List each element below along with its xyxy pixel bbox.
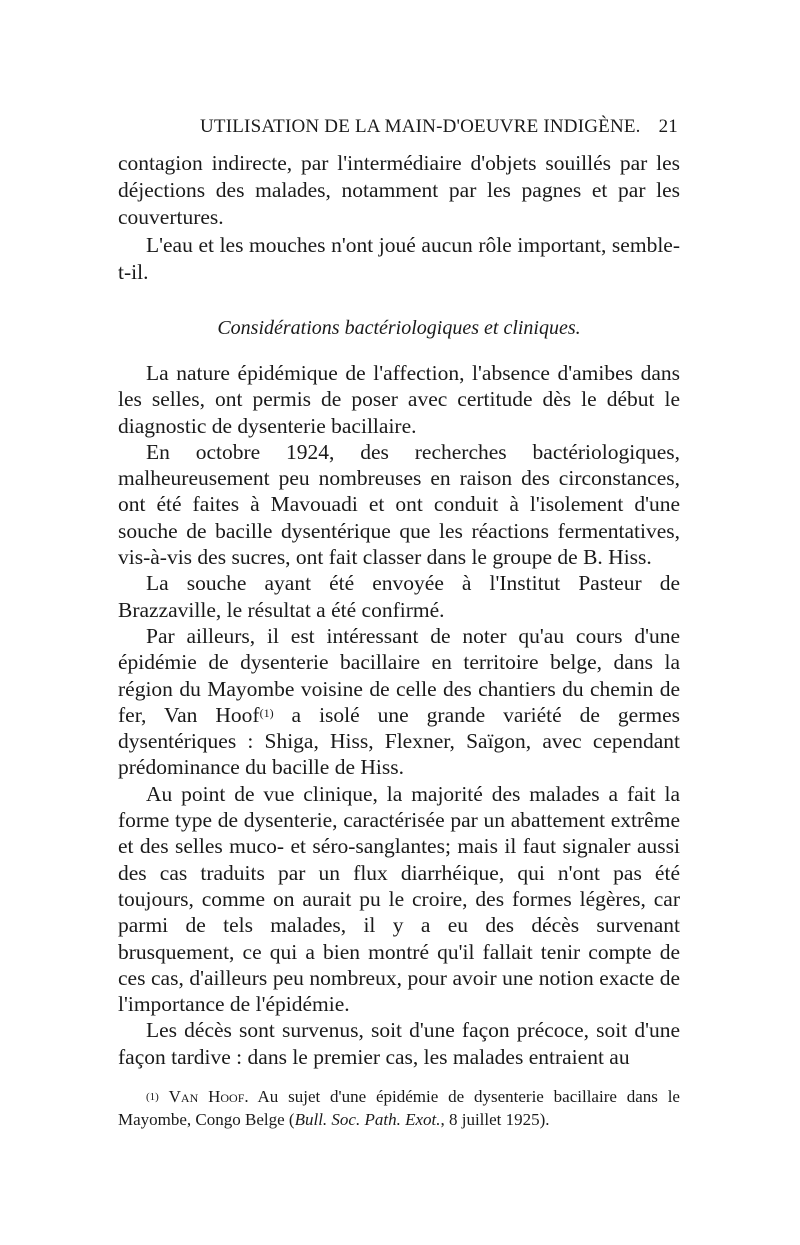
footnote-title: Au sujet d'une épidémie de dysenterie bacillaire dans le Mayombe, Congo Belge ( xyxy=(118,1087,680,1129)
section-heading: Considérations bactériologiques et cliniques. xyxy=(217,317,581,339)
paragraph-van-hoof-start: Par ailleurs, il est intéressant de noter qu'au cours d'une épidémie de dysenterie bacillaire en territoire belge, dans la région du Mayombe voisine de celle des chantiers du chemin de fer, Van Hoof xyxy=(118,623,680,727)
paragraph-institut-pasteur: La souche ayant été envoyée à l'Institut Pasteur de Brazzaville, le résultat a été confirmé. xyxy=(118,571,680,622)
paragraph-deces: Les décès sont survenus, soit d'une façon précoce, soit d'une façon tardive : dans le premier cas, les malades entraient au xyxy=(118,1018,680,1069)
running-header xyxy=(118,116,680,144)
footnote-mark: (1) xyxy=(146,1091,159,1103)
footnote xyxy=(118,1085,680,1131)
intro-paragraph-continued: contagion indirecte, par l'intermédiaire d'objets souillés par les déjections des malades, notamment par les pagnes et par les couvertures. xyxy=(118,151,680,230)
paragraph-point-de-vue-clinique: Au point de vue clinique, la majorité des malades a fait la forme type de dysenterie, caractérisée par un abattement extrême et des selles muco- et séro-sanglantes; mais il faut signaler aussi des cas traduits par un flux diarrhéique, qui n'ont pas été toujours, comme on aurait pu le croire, des formes légères, car parmi de tels malades, il y a eu des décès survenant brusquement, ce qui a bien montré qu'il fallait tenir compte de ces cas, d'ailleurs peu nombreux, pour avoir une notion exacte de l'importance de l'épidémie. xyxy=(118,781,680,1017)
footnote-date: , 8 juillet 1925). xyxy=(440,1110,550,1129)
paragraph-van-hoof xyxy=(118,623,680,781)
paragraph-recherches-bacteriologiques: En octobre 1924, des recherches bactériologiques, malheureusement peu nombreuses en raison des circonstances, ont été faites à Mavouadi et ont conduit à l'isolement d'une souche de bacille dysentérique que les réactions fermentatives, vis-à-vis des sucres, ont fait classer dans le groupe de B. Hiss. xyxy=(118,439,680,570)
running-header-title: UTILISATION DE LA MAIN-D'OEUVRE INDIGÈNE. xyxy=(200,116,641,137)
paragraph-van-hoof-end: a isolé une grande variété de germes dysentériques : Shiga, Hiss, Flexner, Saïgon, avec cependant prédominance du bacille de Hiss. xyxy=(118,702,680,780)
paragraph-nature-epidemique: La nature épidémique de l'affection, l'absence d'amibes dans les selles, ont permis de poser avec certitude dès le début le diagnostic de dysenterie bacillaire. xyxy=(118,361,680,438)
footnote-journal: Bull. Soc. Path. Exot. xyxy=(294,1110,441,1129)
intro-text xyxy=(118,150,680,286)
footnote-author: Van Hoof. xyxy=(168,1087,249,1106)
intro-paragraph: L'eau et les mouches n'ont joué aucun rôle important, semble-t-il. xyxy=(118,232,680,284)
page-number: 21 xyxy=(658,116,678,137)
footnote-reference: (1) xyxy=(259,705,274,720)
section-text xyxy=(118,360,680,1070)
footnote-text xyxy=(118,1085,680,1131)
